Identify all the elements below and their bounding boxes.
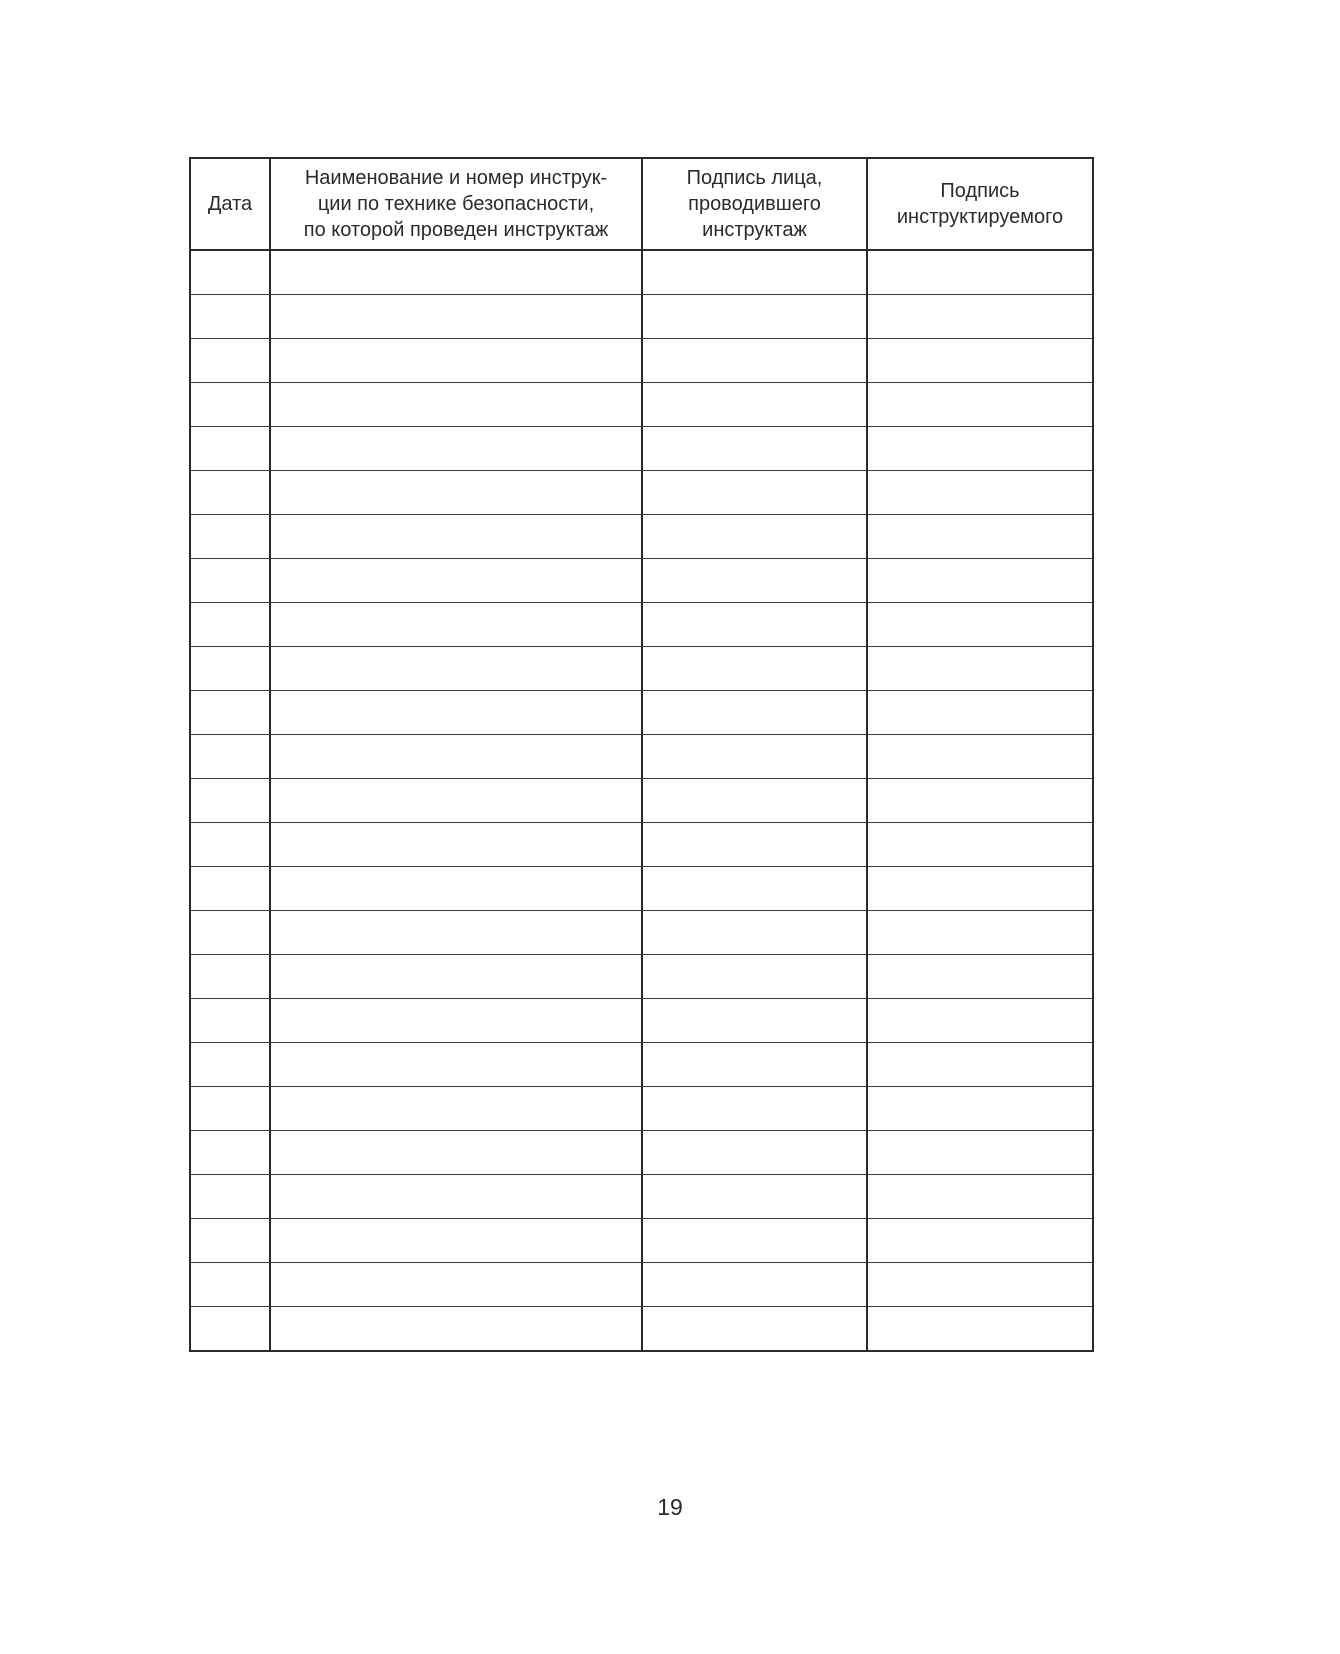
date-cell [190,339,270,383]
trainee-signature-cell [867,295,1093,339]
instruction-cell [270,867,642,911]
date-cell [190,427,270,471]
instruction-cell [270,427,642,471]
trainee-signature-cell [867,471,1093,515]
instructor-signature-cell [642,1043,867,1087]
instruction-cell [270,779,642,823]
instruction-cell [270,1043,642,1087]
table-body [190,250,1093,1351]
instruction-cell [270,603,642,647]
date-cell [190,559,270,603]
date-cell [190,383,270,427]
instructor-signature-cell [642,427,867,471]
table-row [190,867,1093,911]
trainee-signature-cell [867,339,1093,383]
instruction-cell [270,1087,642,1131]
instructor-signature-cell [642,295,867,339]
trainee-signature-cell [867,1263,1093,1307]
date-cell [190,1131,270,1175]
table-row [190,779,1093,823]
date-cell [190,250,270,295]
instructor-signature-cell [642,471,867,515]
instructor-signature-cell [642,1175,867,1219]
page-number: 19 [657,1494,683,1520]
table-row [190,383,1093,427]
table-row [190,427,1093,471]
trainee-signature-cell [867,647,1093,691]
trainee-signature-cell [867,779,1093,823]
date-cell [190,515,270,559]
table-row [190,647,1093,691]
instructor-signature-cell [642,735,867,779]
date-cell [190,779,270,823]
trainee-signature-cell [867,955,1093,999]
date-cell [190,603,270,647]
instruction-cell [270,691,642,735]
table-row [190,1043,1093,1087]
instructor-signature-cell [642,1307,867,1352]
trainee-signature-cell [867,1087,1093,1131]
trainee-signature-cell [867,823,1093,867]
instruction-cell [270,911,642,955]
date-cell [190,1175,270,1219]
table-row [190,999,1093,1043]
date-cell [190,295,270,339]
table-row [190,471,1093,515]
trainee-signature-cell [867,735,1093,779]
table-row [190,1131,1093,1175]
table-row [190,823,1093,867]
instructor-signature-cell [642,911,867,955]
table-row [190,955,1093,999]
instructor-signature-cell [642,867,867,911]
instructor-signature-cell [642,955,867,999]
instruction-cell [270,250,642,295]
instruction-cell [270,339,642,383]
trainee-signature-cell [867,250,1093,295]
instructor-signature-cell [642,691,867,735]
table-header-row [190,158,1093,250]
instruction-cell [270,1307,642,1352]
date-cell [190,1087,270,1131]
date-cell [190,471,270,515]
table-row [190,603,1093,647]
instructor-signature-cell [642,515,867,559]
instruction-cell [270,823,642,867]
instructor-signature-cell [642,383,867,427]
trainee-signature-cell [867,515,1093,559]
instruction-cell [270,1131,642,1175]
table-row [190,559,1093,603]
table-row [190,1175,1093,1219]
header-trainee-signature: Подпись инструктируемого [867,158,1093,250]
date-cell [190,1263,270,1307]
instruction-cell [270,559,642,603]
header-date: Дата [190,158,270,250]
instructor-signature-cell [642,1263,867,1307]
table-row [190,1307,1093,1352]
trainee-signature-cell [867,1307,1093,1352]
table-row [190,1219,1093,1263]
trainee-signature-cell [867,559,1093,603]
date-cell [190,823,270,867]
instructor-signature-cell [642,1131,867,1175]
date-cell [190,647,270,691]
header-instructor-signature: Подпись лица, проводившего инструктаж [642,158,867,250]
date-cell [190,911,270,955]
trainee-signature-cell [867,911,1093,955]
trainee-signature-cell [867,691,1093,735]
instructor-signature-cell [642,779,867,823]
table-row [190,1263,1093,1307]
instruction-cell [270,955,642,999]
instructor-signature-cell [642,999,867,1043]
table-row [190,515,1093,559]
instruction-cell [270,515,642,559]
table-row [190,339,1093,383]
instruction-cell [270,1175,642,1219]
table-row [190,1087,1093,1131]
trainee-signature-cell [867,999,1093,1043]
trainee-signature-cell [867,1219,1093,1263]
instructor-signature-cell [642,339,867,383]
date-cell [190,735,270,779]
instructor-signature-cell [642,1087,867,1131]
date-cell [190,955,270,999]
instruction-cell [270,471,642,515]
instructor-signature-cell [642,1219,867,1263]
instructor-signature-cell [642,603,867,647]
instruction-cell [270,647,642,691]
instruction-cell [270,295,642,339]
trainee-signature-cell [867,867,1093,911]
date-cell [190,999,270,1043]
trainee-signature-cell [867,1131,1093,1175]
trainee-signature-cell [867,1175,1093,1219]
trainee-signature-cell [867,383,1093,427]
instructor-signature-cell [642,250,867,295]
table-row [190,691,1093,735]
trainee-signature-cell [867,427,1093,471]
table-row [190,295,1093,339]
instructor-signature-cell [642,559,867,603]
table-row [190,735,1093,779]
date-cell [190,1219,270,1263]
date-cell [190,1043,270,1087]
instruction-cell [270,999,642,1043]
header-instruction: Наименование и номер инструк- ции по технике безопасности, по которой проведен инструктаж [270,158,642,250]
instructor-signature-cell [642,823,867,867]
date-cell [190,867,270,911]
instructor-signature-cell [642,647,867,691]
date-cell [190,691,270,735]
trainee-signature-cell [867,1043,1093,1087]
instruction-cell [270,1219,642,1263]
table-row [190,911,1093,955]
instruction-cell [270,383,642,427]
trainee-signature-cell [867,603,1093,647]
instruction-cell [270,735,642,779]
instruction-cell [270,1263,642,1307]
instruction-log-table [189,157,1094,1352]
table-row [190,250,1093,295]
date-cell [190,1307,270,1352]
